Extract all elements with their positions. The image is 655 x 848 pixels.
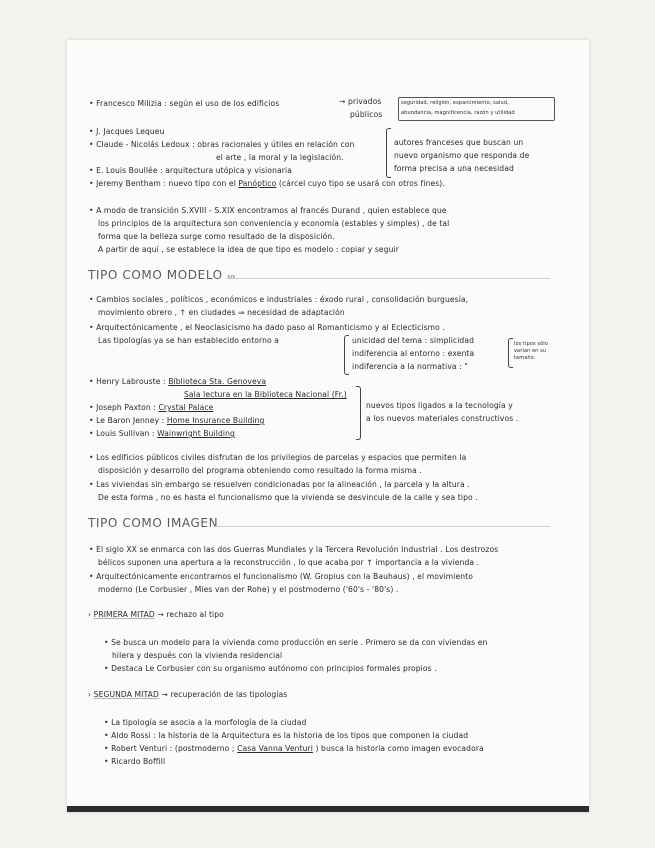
arq20-line-2: moderno (Le Corbusier , Mies van der Rohe) y el postmoderno ('60's - '80's) . (98, 585, 399, 594)
primera-mitad-line (88, 610, 224, 620)
sm-bullet-2: • Aldo Rossi : la historia de la Arquitectura es la historia de los tipos que componen la ciudad (104, 731, 469, 740)
venturi-text: • Robert Venturi : (postmoderno ; (104, 744, 235, 753)
primera-mitad-desc: → rechazo al tipo (157, 610, 224, 619)
heading-tipo-modelo (88, 268, 235, 285)
nuevos-brace (356, 386, 361, 440)
tipologia-2: indiferencia al entorno : exenta (352, 349, 475, 358)
heading-tag: XIX (227, 275, 236, 281)
tip-note-2: varían en su (514, 348, 547, 354)
viviendas-line-2: De esta forma , no es hasta el funcionalismo que la vivienda se desvincule de la calle y sea tipo . (98, 493, 478, 502)
bentham-text-2: (cárcel cuyo tipo se usará con otros fines). (278, 179, 445, 188)
jenney-work: Home Insurance Building (166, 416, 265, 425)
arq-line-1: • Arquitectónicamente , el Neoclasicismo ha dado paso al Romanticismo y al Eclecticismo . (89, 323, 445, 332)
sullivan-work: Wainwright Building (157, 429, 235, 438)
tipologia-3: indiferencia a la normativa : " (352, 362, 468, 371)
tip-note-3: tamaño. (514, 355, 536, 361)
paxton-line (89, 403, 213, 413)
tipologias-brace (344, 335, 349, 375)
autores-line-3: forma precisa a una necesidad (394, 164, 514, 173)
tip-note-1: los tipos sólo (514, 341, 548, 347)
venturi-work: Casa Vanna Venturi (237, 744, 313, 753)
venturi-text-2: ) busca la historia como imagen evocadora (315, 744, 484, 753)
privados-label: → privados (339, 97, 382, 106)
page-bottom-edge (67, 806, 589, 812)
tipologia-1: unicidad del tema : simplicidad (352, 336, 475, 345)
jenney-line (89, 416, 264, 426)
arq-line-2: Las tipologías ya se han establecido entorno a (98, 336, 280, 345)
tipologias-note-brace (508, 338, 513, 368)
milizia-line: • Francesco Milizia : según el uso de los edificios (89, 99, 280, 108)
jenney-name: • Le Baron Jenney : (89, 416, 165, 425)
heading-rule-2 (214, 526, 550, 527)
siglo-line-2: bélicos suponen una apertura a la reconstrucción , lo que acaba por ↑ importancia a la vivienda . (98, 558, 480, 567)
ledoux-line-2: el arte , la moral y la legislación. (216, 153, 344, 162)
bentham-line (89, 179, 445, 189)
labrouste-name: • Henry Labrouste : (89, 377, 166, 386)
nuevos-line-2: a los nuevos materiales constructivos . (366, 414, 519, 423)
autores-line-2: nuevo organismo que responda de (394, 151, 530, 160)
nuevos-line-1: nuevos tipos ligados a la tecnología y (366, 401, 513, 410)
chevron-icon: › (88, 610, 92, 619)
cambios-line-1: • Cambios sociales , políticos , económicos e industriales : éxodo rural , consolidación burguesía, (89, 295, 469, 304)
primera-mitad-label: PRIMERA MITAD (93, 610, 155, 619)
heading-tipo-imagen: TIPO COMO IMAGEN (88, 516, 219, 530)
segunda-mitad-line (88, 690, 287, 700)
sullivan-name: • Louis Sullivan : (89, 429, 155, 438)
pm-bullet-1: • Se busca un modelo para la vivienda como producción en serie . Primero se da con viviendas en (104, 638, 488, 647)
pm-bullet-1b: hilera y después con la vivienda residencial (112, 651, 283, 660)
labrouste-line (89, 377, 266, 387)
lequeu-line: • J. Jacques Lequeu (89, 127, 165, 136)
sullivan-line (89, 429, 235, 439)
cambios-line-2: movimiento obrero , ↑ en ciudades ⇒ necesidad de adaptación (98, 308, 345, 317)
edificios-line-2: disposición y desarrollo del programa obteniendo como resultado la forma misma . (98, 466, 422, 475)
sm-bullet-3 (104, 744, 484, 754)
durand-line-3: forma que la belleza surge como resultado de la disposición. (98, 232, 335, 241)
durand-line-4: A partir de aquí , se establece la idea de que tipo es modelo : copiar y seguir (98, 245, 399, 254)
ledoux-line: • Claude - Nicolás Ledoux : obras racionales y útiles en relación con (89, 140, 355, 149)
durand-line-2: los principios de la arquitectura son conveniencia y economía (estables y simples) , de tal (98, 219, 450, 228)
labrouste-work-2: Sala lectura en la Biblioteca Nacional (Fr.) (184, 390, 347, 399)
arq20-line-1: • Arquitectónicamente encontramos el funcionalismo (W. Gropius con la Bauhaus) , el movimiento (89, 572, 473, 581)
paxton-name: • Joseph Paxton : (89, 403, 156, 412)
paxton-work: Crystal Palace (158, 403, 214, 412)
segunda-mitad-desc: → recuperación de las tipologías (161, 690, 288, 699)
pm-bullet-2: • Destaca Le Corbusier con su organismo autónomo con principios formales propios . (104, 664, 437, 673)
bentham-text: • Jeremy Bentham : nuevo tipo con el (89, 179, 236, 188)
sm-bullet-4: • Ricardo Boffill (104, 757, 166, 766)
labrouste-work: Biblioteca Sta. Genoveva (168, 377, 267, 386)
chevron-icon: › (88, 690, 92, 699)
publicos-label: públicos (350, 110, 383, 119)
durand-line-1: • A modo de transición S.XVIII - S.XIX encontramos al francés Durand , quien establece que (89, 206, 447, 215)
heading-rule (230, 278, 550, 279)
siglo-line-1: • El siglo XX se enmarca con las dos Guerras Mundiales y la Tercera Revolución Industrial . Los destrozos (89, 545, 499, 554)
segunda-mitad-label: SEGUNDA MITAD (93, 690, 159, 699)
heading-text: TIPO COMO MODELO (88, 268, 223, 282)
autores-line-1: autores franceses que buscan un (394, 138, 524, 147)
publicos-note: abundancia, magnificencia, razón y utilidad (401, 110, 515, 116)
viviendas-line-1: • Las viviendas sin embargo se resuelven condicionadas por la alineación , la parcela y la altura . (89, 480, 470, 489)
sm-bullet-1: • La tipología se asocia a la morfología de la ciudad (104, 718, 307, 727)
boullee-line: • E. Louis Boullée : arquitectura utópica y visionaria (89, 166, 292, 175)
authors-brace (386, 128, 391, 178)
panoptico-link: Panóptico (238, 179, 277, 188)
privados-note: seguridad, religión, esparcimiento, salud, (401, 100, 509, 106)
edificios-line-1: • Los edificios públicos civiles disfrutan de los privilegios de parcelas y espacios que permiten la (89, 453, 467, 462)
